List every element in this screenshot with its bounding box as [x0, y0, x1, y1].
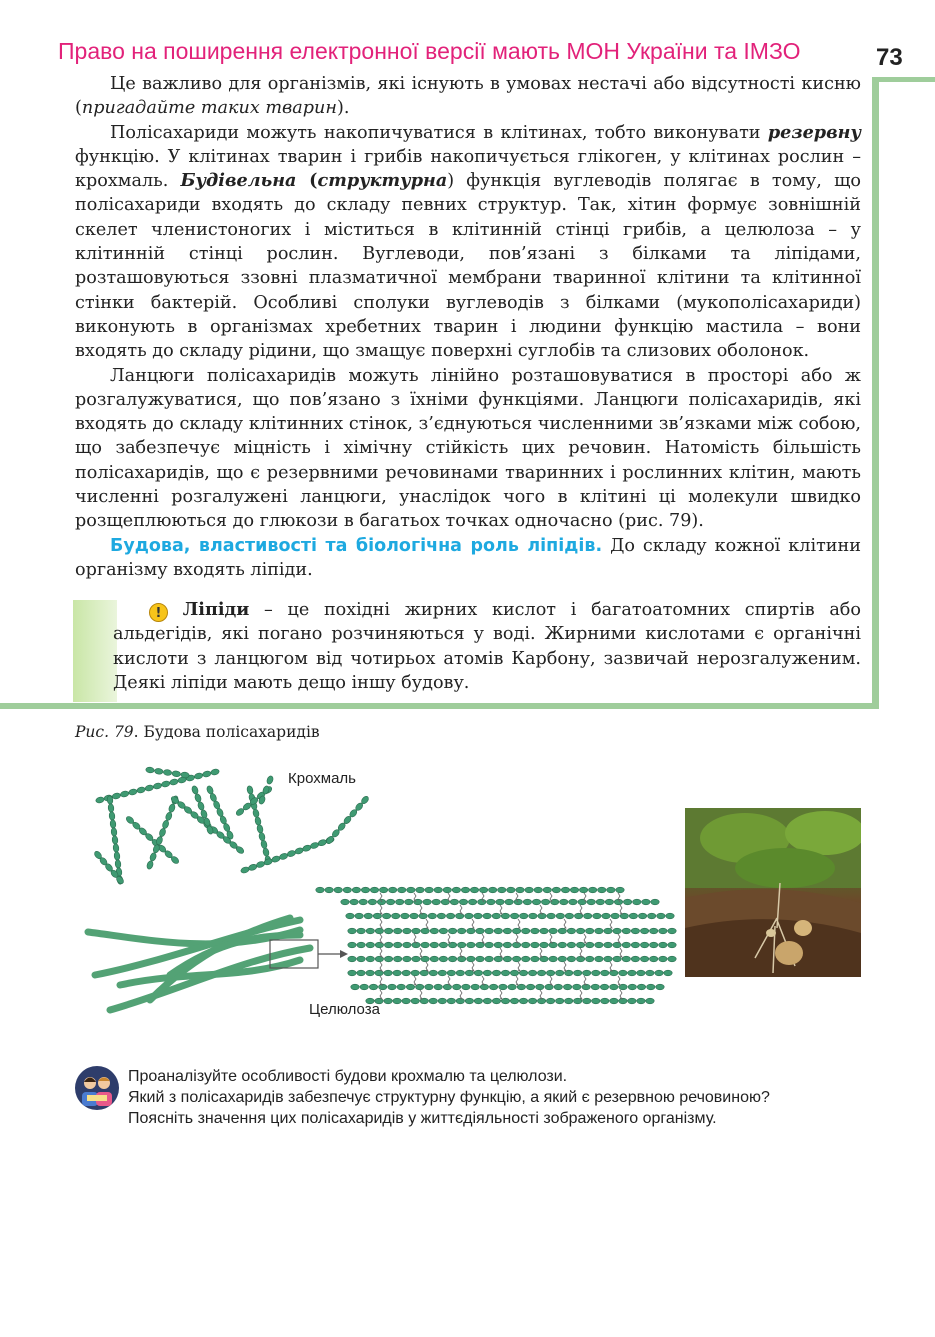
frame-bottom-line	[0, 703, 879, 709]
task-line-2: Який з полісахаридів забезпечує структурну функцію, а який є резервною речовиною?	[128, 1089, 770, 1106]
section-heading: Будова, властивості та біологічна роль ліпідів.	[110, 535, 603, 556]
students-icon	[75, 1066, 119, 1110]
definition-box	[113, 598, 861, 695]
cellulose-fibers	[88, 918, 310, 1010]
frame-top-line	[872, 77, 935, 82]
figure-caption: Рис. 79. Будова полісахаридів	[75, 723, 320, 741]
definition-bar	[73, 600, 117, 702]
paragraph-2: Полісахариди можуть накопичуватися в клітинах, тобто виконувати резервну функцію. У клітинах тварин і грибів накопичується глікоген, у клітинах рослин – крохмаль. Будівельна (структурна) функція вуглеводів полягає в тому, що полісахариди входять до складу певних структур. Так, хітин формує зовнішній скелет членистоногих і міститься в клітинній стінці грибів, а целюлоза – у клітинній стінці рослин. Вуглеводи, пов’язані з білками та ліпідами, розташовуються ззовні плазматичної мембрани тваринної клітини та клітинної стінки бактерій. Особливі сполуки вуглеводів з білками (мукополісахариди) виконують в організмах хребетних тварин і людини функцію мастила – вони входять до складу рідини, що змащує поверхні суглобів та слизових оболонок.	[75, 121, 862, 362]
definition-text: – це похідні жирних кислот і багатоатомних спиртів або альдегідів, які погано розчиняються у воді. Жирними кислотами є органічні кислоти з ланцюгом від чотирьох атомів Карбону, зазвичай нерозгалуженим. Деякі ліпіди мають дещо іншу будову.	[113, 600, 861, 693]
cellulose-chains	[316, 887, 676, 1004]
label-starch: Крохмаль	[288, 770, 356, 787]
task-line-1: Проаналізуйте особливості будови крохмалю та целюлози.	[128, 1068, 568, 1085]
section-heading-line: Будова, властивості та біологічна роль ліпідів. До складу кожної клітини організму входять ліпіди.	[75, 535, 861, 580]
paragraph-3: Ланцюги полісахаридів можуть лінійно розташовуватися в просторі або ж розгалужуватися, що пов’язано з їхніми функціями. Ланцюги полісахаридів, які входять до складу клітинних стінок, з’єднуються численними зв’язками між собою, що забезпечує міцність і хімічну стійкість цих речовин. Натомість більшість полісахаридів, що є резервними речовинами тваринних і рослинних клітин, мають численні розгалужені ланцюги, унаслідок чого в клітині ці молекули швидко розщеплюються до глюкози в багатьох точках одночасно (рис. 79).	[75, 365, 861, 532]
task-line-3: Поясніть значення цих полісахаридів у життєдіяльності зображеного організму.	[128, 1110, 717, 1127]
paragraph-1: Це важливо для організмів, які існують в умовах нестачі або відсутності кисню (пригадайте таких тварин).	[75, 74, 861, 119]
definition-term: Ліпіди	[182, 599, 250, 620]
label-cellulose: Целюлоза	[309, 1001, 380, 1018]
main-text	[75, 72, 861, 582]
potato-plant-photo	[685, 808, 861, 977]
polysaccharide-diagram	[0, 750, 700, 1040]
task-block	[128, 1066, 888, 1129]
warning-icon: !	[149, 603, 168, 622]
rights-notice: Право на поширення електронної версії мають МОН України та ІМЗО	[58, 38, 801, 64]
page-number: 73	[876, 44, 903, 71]
frame-right-line	[872, 77, 879, 709]
